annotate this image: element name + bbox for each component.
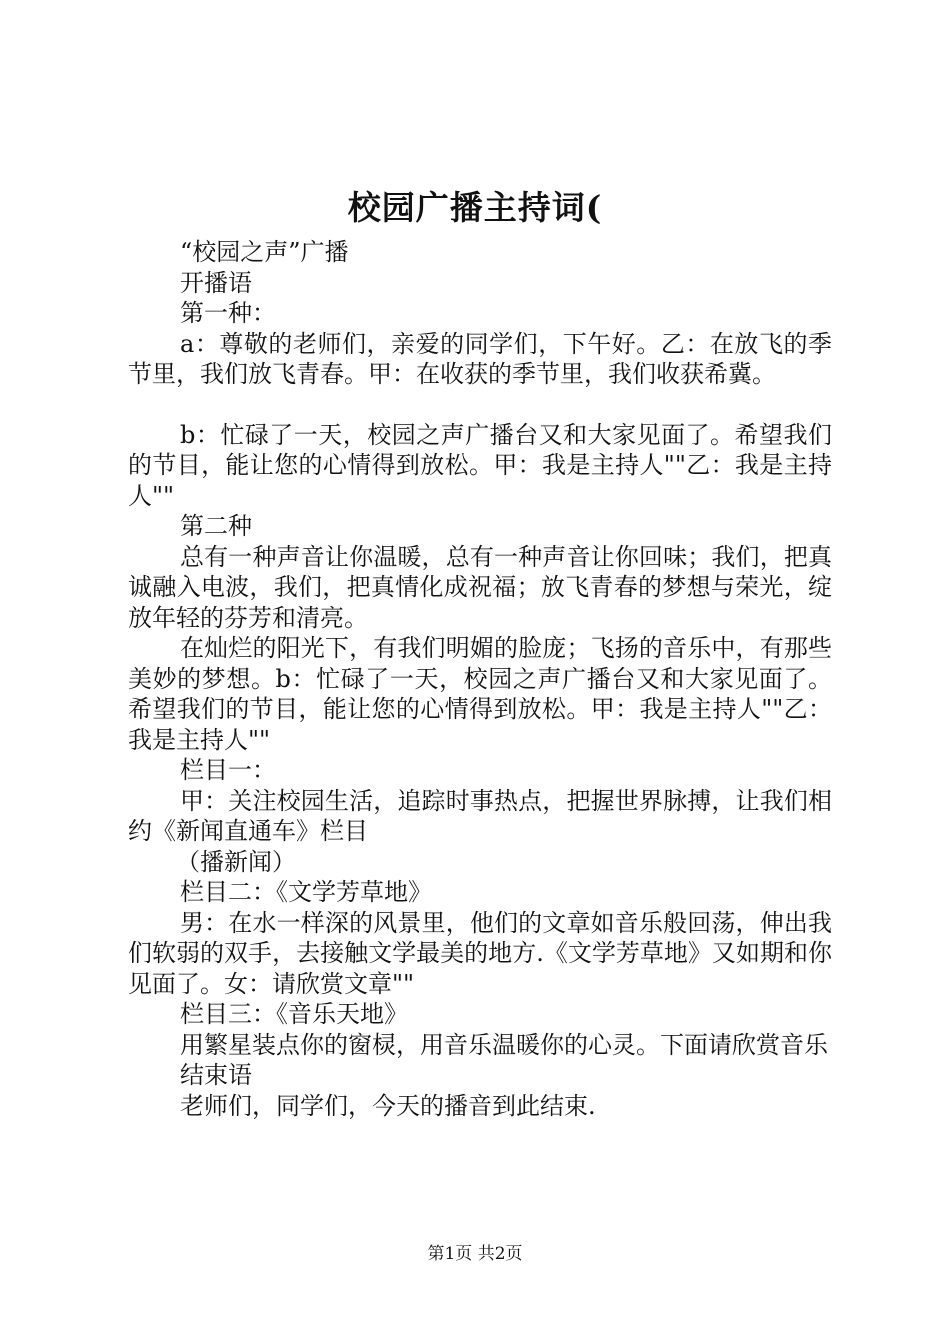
paragraph-sunshine: 在灿烂的阳光下，有我们明媚的脸庞；飞扬的音乐中，有那些美妙的梦想。b：忙碌了一天，校园之声广播台又和大家见面了。希望我们的节目，能让您的心情得到放松。甲：我是主持人""乙：我是主持人"" <box>128 634 832 754</box>
paragraph-opening-a: a：尊敬的老师们，亲爱的同学们，下午好。乙：在放飞的季节里，我们放飞青春。甲：在收获的季节里，我们收获希冀。 <box>128 329 832 388</box>
document-body <box>128 237 832 1121</box>
paragraph-first-type: 第一种： <box>180 299 276 327</box>
paragraph-program-name: “校园之声”广播 <box>180 238 349 266</box>
paragraph-closing-heading: 结束语 <box>180 1061 252 1089</box>
paragraph-spacer <box>128 390 832 420</box>
paragraph-column-one-text: 甲：关注校园生活，追踪时事热点，把握世界脉搏，让我们相约《新闻直通车》栏目 <box>128 786 832 845</box>
page-number-footer: 第1页 共2页 <box>427 1244 523 1264</box>
document-title: 校园广播主持词( <box>347 188 603 227</box>
paragraph-column-three-text: 用繁星装点你的窗棂，用音乐温暖你的心灵。下面请欣赏音乐 <box>180 1030 828 1059</box>
paragraph-second-type: 第二种 <box>180 512 252 540</box>
paragraph-column-two-text: 男：在水一样深的风景里，他们的文章如音乐般回荡，伸出我们软弱的双手，去接触文学最美的地方.《文学芳草地》又如期和你见面了。女：请欣赏文章"" <box>128 908 832 998</box>
paragraph-column-one-heading: 栏目一： <box>180 756 276 784</box>
paragraph-play-news: （播新闻） <box>176 847 296 876</box>
paragraph-column-two-heading: 栏目二：《文学芳草地》 <box>180 878 432 906</box>
paragraph-column-three-heading: 栏目三：《音乐天地》 <box>180 1000 408 1028</box>
paragraph-opening-heading: 开播语 <box>180 268 252 297</box>
paragraph-opening-b: b：忙碌了一天，校园之声广播台又和大家见面了。希望我们的节目，能让您的心情得到放松。甲：我是主持人""乙：我是主持人"" <box>128 420 832 510</box>
paragraph-warm-voice: 总有一种声音让你温暖，总有一种声音让你回味；我们，把真诚融入电波，我们，把真情化成祝福；放飞青春的梦想与荣光，绽放年轻的芬芳和清亮。 <box>128 542 832 632</box>
paragraph-closing-text: 老师们，同学们，今天的播音到此结束. <box>180 1091 596 1120</box>
